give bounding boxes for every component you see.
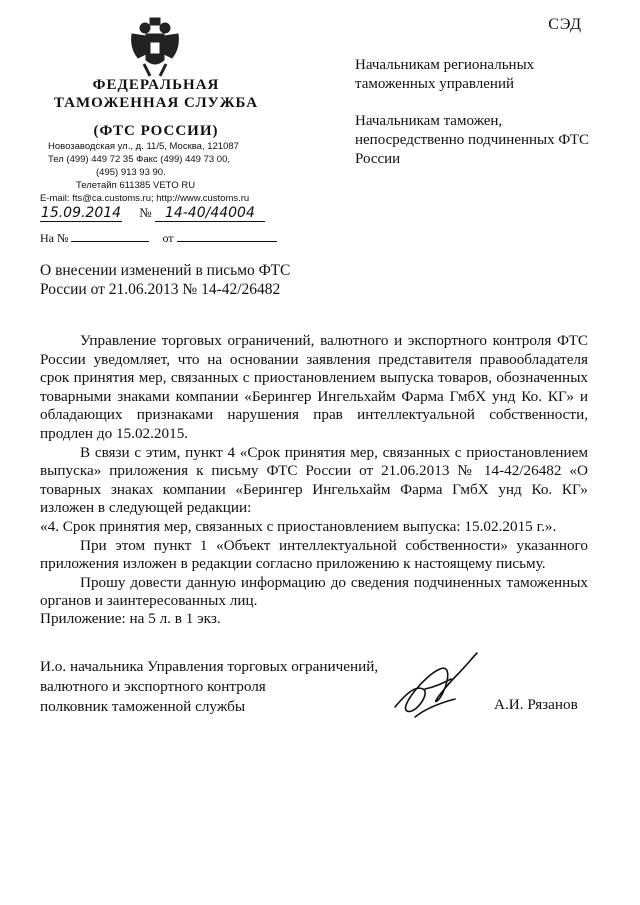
ref-date-field bbox=[177, 241, 277, 242]
coat-of-arms-icon bbox=[128, 14, 182, 78]
email: E-mail: fts@ca.customs.ru; http://www.customs.ru bbox=[40, 193, 250, 204]
organization-name bbox=[40, 76, 272, 140]
paragraph-2: В связи с этим, пункт 4 «Срок принятия мер, связанных с приостановлением выпуска» приложения к письму ФТС России от 21.06.2013 № 14-42/26482 «О товарных знаках компании «Берингер Ингельхайм Фарма ГмбХ унд Ко. КГ» изложен в следующей редакции: bbox=[40, 443, 588, 517]
signer-title-line3: полковник таможенной службы bbox=[40, 698, 246, 715]
paragraph-3: «4. Срок принятия мер, связанных с приостановлением выпуска: 15.02.2015 г.». bbox=[40, 517, 557, 535]
system-mark: СЭД bbox=[548, 16, 582, 33]
number-field: 14-40/44004 bbox=[155, 205, 265, 222]
fax: (495) 913 93 90. bbox=[96, 167, 166, 178]
signature-block bbox=[40, 657, 400, 717]
ref-from-label: от bbox=[162, 231, 174, 245]
org-abbreviation: (ФТС РОССИИ) bbox=[93, 123, 219, 139]
attachment-note: Приложение: на 5 л. в 1 экз. bbox=[40, 610, 221, 627]
reference-line bbox=[40, 231, 280, 246]
address: Новозаводская ул., д. 11/5, Москва, 121087 bbox=[48, 141, 239, 152]
org-name-line1: ФЕДЕРАЛЬНАЯ bbox=[92, 77, 220, 93]
letter-body bbox=[40, 332, 588, 611]
teletype: Телетайп 611385 VETO RU bbox=[76, 180, 196, 191]
number-label: № bbox=[139, 205, 152, 220]
subject: О внесении изменений в письмо ФТС России от 21.06.2013 № 14-42/26482 bbox=[40, 262, 291, 298]
ref-number-field bbox=[71, 241, 149, 242]
date-field: 15.09.2014 bbox=[40, 205, 122, 221]
signer-title-line2: валютного и экспортного контроля bbox=[40, 678, 266, 695]
paragraph-1: Управление торговых ограничений, валютного и экспортного контроля ФТС России уведомляет, что на основании заявления представителя правообладателя срок принятия мер, связанных с приостановлением выпуска товаров, обозначенных товарными знаками компании «Берингер Ингельхайм Фарма ГмбХ унд Ко. КГ» и обладающих признаками нарушения прав интеллектуальной собственности, продлен до 15.02.2015. bbox=[40, 332, 588, 442]
registration-line bbox=[40, 205, 280, 222]
recipient-2: Начальникам таможен, непосредственно подчиненных ФТС России bbox=[355, 113, 590, 167]
recipient-1: Начальникам региональных таможенных управлений bbox=[355, 57, 535, 92]
phones: Тел (499) 449 72 35 Факс (499) 449 73 00, bbox=[48, 154, 231, 165]
org-name-line2: ТАМОЖЕННАЯ СЛУЖБА bbox=[53, 95, 259, 111]
contact-block bbox=[40, 140, 280, 205]
handwritten-signature bbox=[385, 645, 495, 725]
signer-title-line1: И.о. начальника Управления торговых ограничений, bbox=[40, 658, 379, 675]
recipients bbox=[355, 56, 595, 187]
ref-label: На № bbox=[40, 231, 69, 245]
paragraph-5: Прошу довести данную информацию до сведения подчиненных таможенных органов и заинтересованных лиц. bbox=[40, 573, 588, 610]
paragraph-4: При этом пункт 1 «Объект интеллектуальной собственности» указанного приложения изложен в редакции согласно приложению к настоящему письму. bbox=[40, 536, 588, 573]
signer-name: А.И. Рязанов bbox=[494, 696, 578, 713]
